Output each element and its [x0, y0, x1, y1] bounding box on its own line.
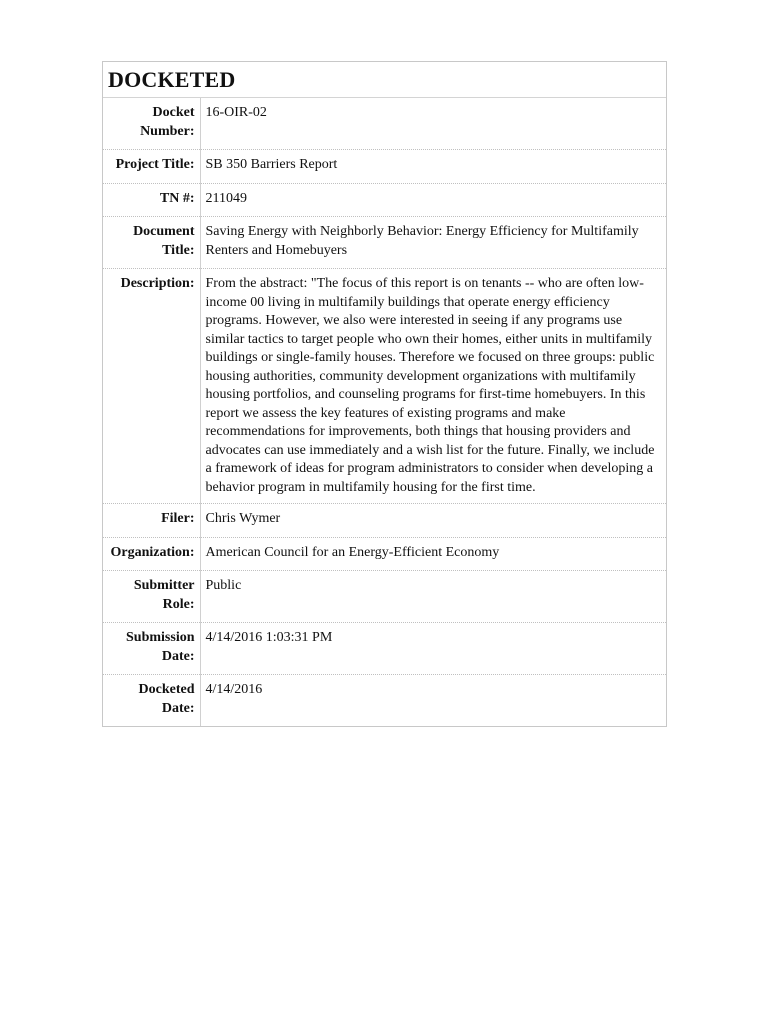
filer-value: Chris Wymer	[200, 504, 666, 538]
tn-value: 211049	[200, 183, 666, 217]
row-docket-number	[103, 98, 666, 150]
row-document-title	[103, 217, 666, 269]
row-submitter-role	[103, 571, 666, 623]
document-title-value: Saving Energy with Neighborly Behavior: Energy Efficiency for Multifamily Renters and Homebuyers	[200, 217, 666, 269]
project-title-label: Project Title:	[103, 150, 200, 184]
docketed-title: DOCKETED	[108, 67, 236, 92]
row-tn	[103, 183, 666, 217]
filer-label: Filer:	[103, 504, 200, 538]
docket-metadata-table	[103, 98, 666, 726]
row-description	[103, 269, 666, 504]
submission-date-label: Submission Date:	[103, 623, 200, 675]
row-filer	[103, 504, 666, 538]
submitter-role-label: Submitter Role:	[103, 571, 200, 623]
docket-number-value: 16-OIR-02	[205, 105, 267, 120]
document-title-label: Document Title:	[103, 217, 200, 269]
docketed-date-value: 4/14/2016	[200, 675, 666, 727]
docket-header	[103, 62, 666, 98]
tn-label: TN #:	[103, 183, 200, 217]
organization-value: American Council for an Energy-Efficient Economy	[200, 537, 666, 571]
docket-cover-sheet	[102, 61, 667, 727]
docket-number-label: Docket Number:	[103, 98, 200, 150]
description-label: Description:	[103, 269, 200, 504]
row-docketed-date	[103, 675, 666, 727]
row-submission-date	[103, 623, 666, 675]
row-project-title	[103, 150, 666, 184]
project-title-value: SB 350 Barriers Report	[200, 150, 666, 184]
row-organization	[103, 537, 666, 571]
organization-label: Organization:	[103, 537, 200, 571]
submission-date-value: 4/14/2016 1:03:31 PM	[200, 623, 666, 675]
docketed-date-label: Docketed Date:	[103, 675, 200, 727]
submitter-role-value: Public	[200, 571, 666, 623]
description-value: From the abstract: "The focus of this report is on tenants -- who are often low-income 00 living in multifamily buildings that operate energy efficiency programs. However, we also were interested in seeing if any programs use similar tactics to target people who own their homes, either units in multifamily buildings or single-family houses. Therefore we focused on three groups: public housing authorities, community development organizations with multifamily housing portfolios, and counseling programs for first-time homebuyers. In this report we assess the key features of existing programs and make recommendations for improvements, both things that housing providers and advocates can use immediately and a wish list for the future. Finally, we include a framework of ideas for program administrators to consider when developing a behavior program in multifamily housing for the first time.	[200, 269, 666, 504]
